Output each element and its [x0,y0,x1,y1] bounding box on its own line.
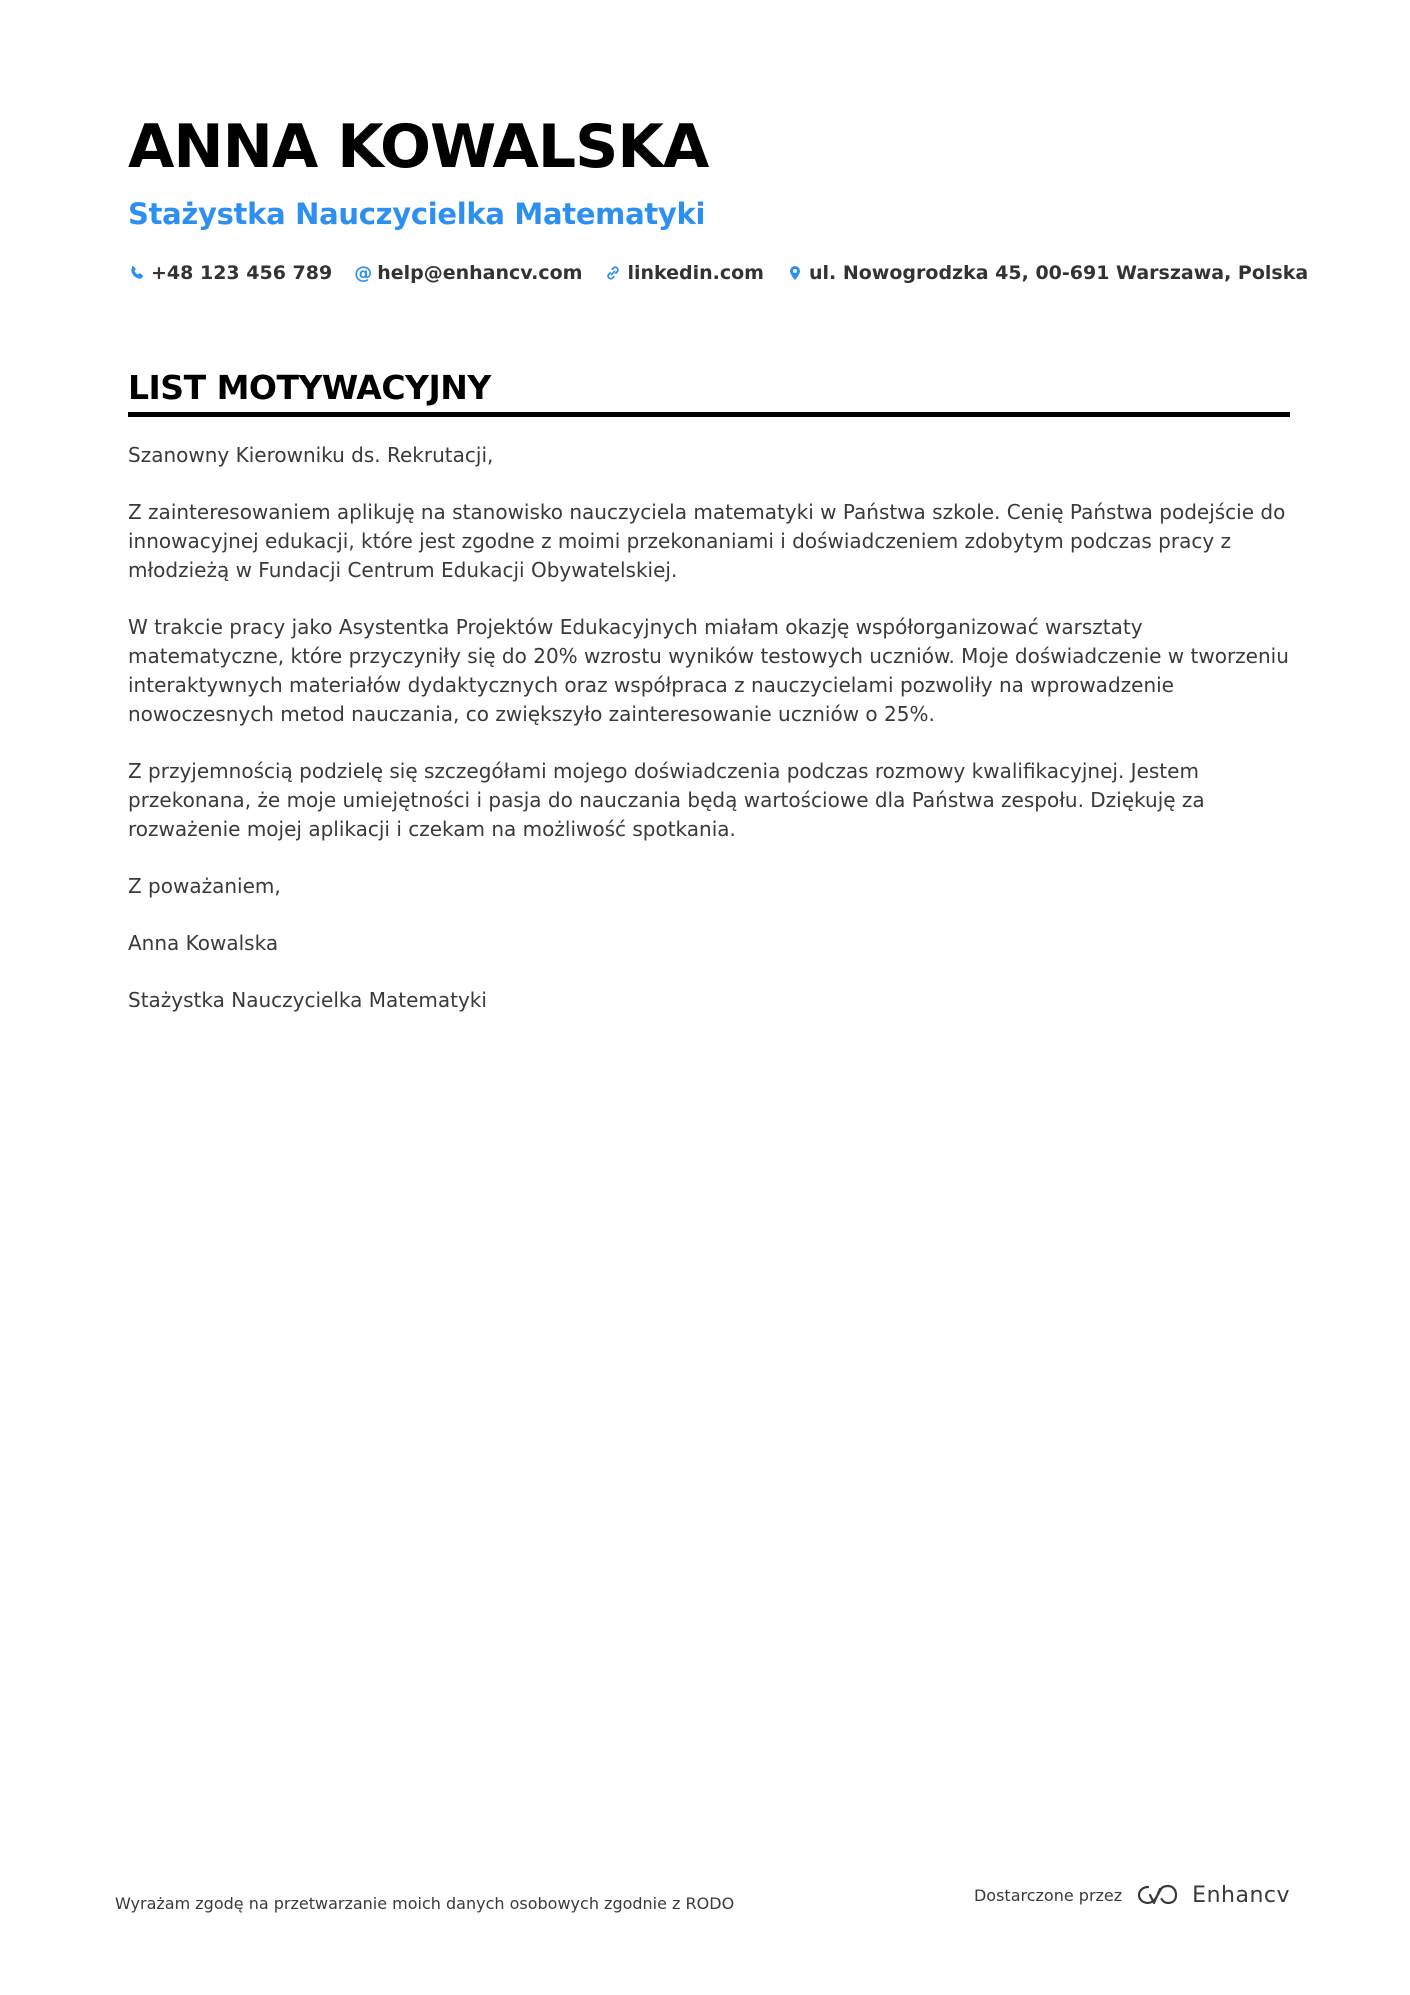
letter-paragraph: Z zainteresowaniem aplikuję na stanowisko nauczyciela matematyki w Państwa szkole. Cenię Państwa podejście do innowacyjnej edukacji, które jest zgodne z moimi przekonaniami i doświadczeniem zdobytym podczas pracy z młodzieżą w Fundacji Centrum Edukacji Obywatelskiej. [128,500,1286,582]
phone-icon [128,264,146,282]
contact-phone [128,262,332,284]
gdpr-consent: Wyrażam zgodę na przetwarzanie moich danych osobowych zgodnie z RODO [115,1894,735,1913]
contact-linkedin[interactable] [604,262,764,284]
candidate-name: ANNA KOWALSKA [128,112,709,182]
section-title: LIST MOTYWACYJNY [128,368,491,407]
candidate-title: Stażystka Nauczycielka Matematyki [128,197,706,231]
enhancv-logo-icon [1134,1882,1180,1908]
letter-paragraph: Z przyjemnością podzielę się szczegółami mojego doświadczenia podczas rozmowy kwalifikacyjnej. Jestem przekonana, że moje umiejętności i pasja do nauczania będą wartościowe dla Państwa zespołu. Dziękuję za rozważenie mojej aplikacji i czekam na możliwość spotkania. [128,759,1205,841]
enhancv-brand: Enhancv [1192,1882,1290,1908]
signature-name: Anna Kowalska [128,931,279,955]
location-pin-icon [786,264,804,282]
section-divider [128,412,1290,417]
letter-body [128,441,1290,1015]
letter-greeting: Szanowny Kierowniku ds. Rekrutacji, [128,443,494,467]
signature-title: Stażystka Nauczycielka Matematyki [128,988,487,1012]
link-icon [604,264,622,282]
contact-address [786,262,1308,284]
contact-email[interactable] [354,262,582,284]
provided-by-label: Dostarczone przez [973,1885,1123,1905]
contact-bar [128,258,1309,288]
linkedin-text[interactable]: linkedin.com [627,262,764,284]
letter-paragraph: W trakcie pracy jako Asystentka Projektów Edukacyjnych miałam okazję współorganizować warsztaty matematyczne, które przyczyniły się do 20% wzrostu wyników testowych uczniów. Moje doświadczenie w tworzeniu interaktywnych materiałów dydaktycznych oraz współpraca z nauczycielami pozwoliły na wprowadzenie nowoczesnych metod nauczania, co zwiększyło zainteresowanie uczniów o 25%. [128,615,1289,726]
cover-letter-page [128,105,1309,1043]
email-text[interactable]: help@enhancv.com [377,262,583,284]
provided-by[interactable] [974,1882,1290,1908]
address-text: ul. Nowogrodzka 45, 00-691 Warszawa, Polska [808,262,1309,284]
at-icon: @ [354,262,373,284]
letter-closing: Z poważaniem, [128,874,281,898]
phone-text: +48 123 456 789 [151,262,333,284]
